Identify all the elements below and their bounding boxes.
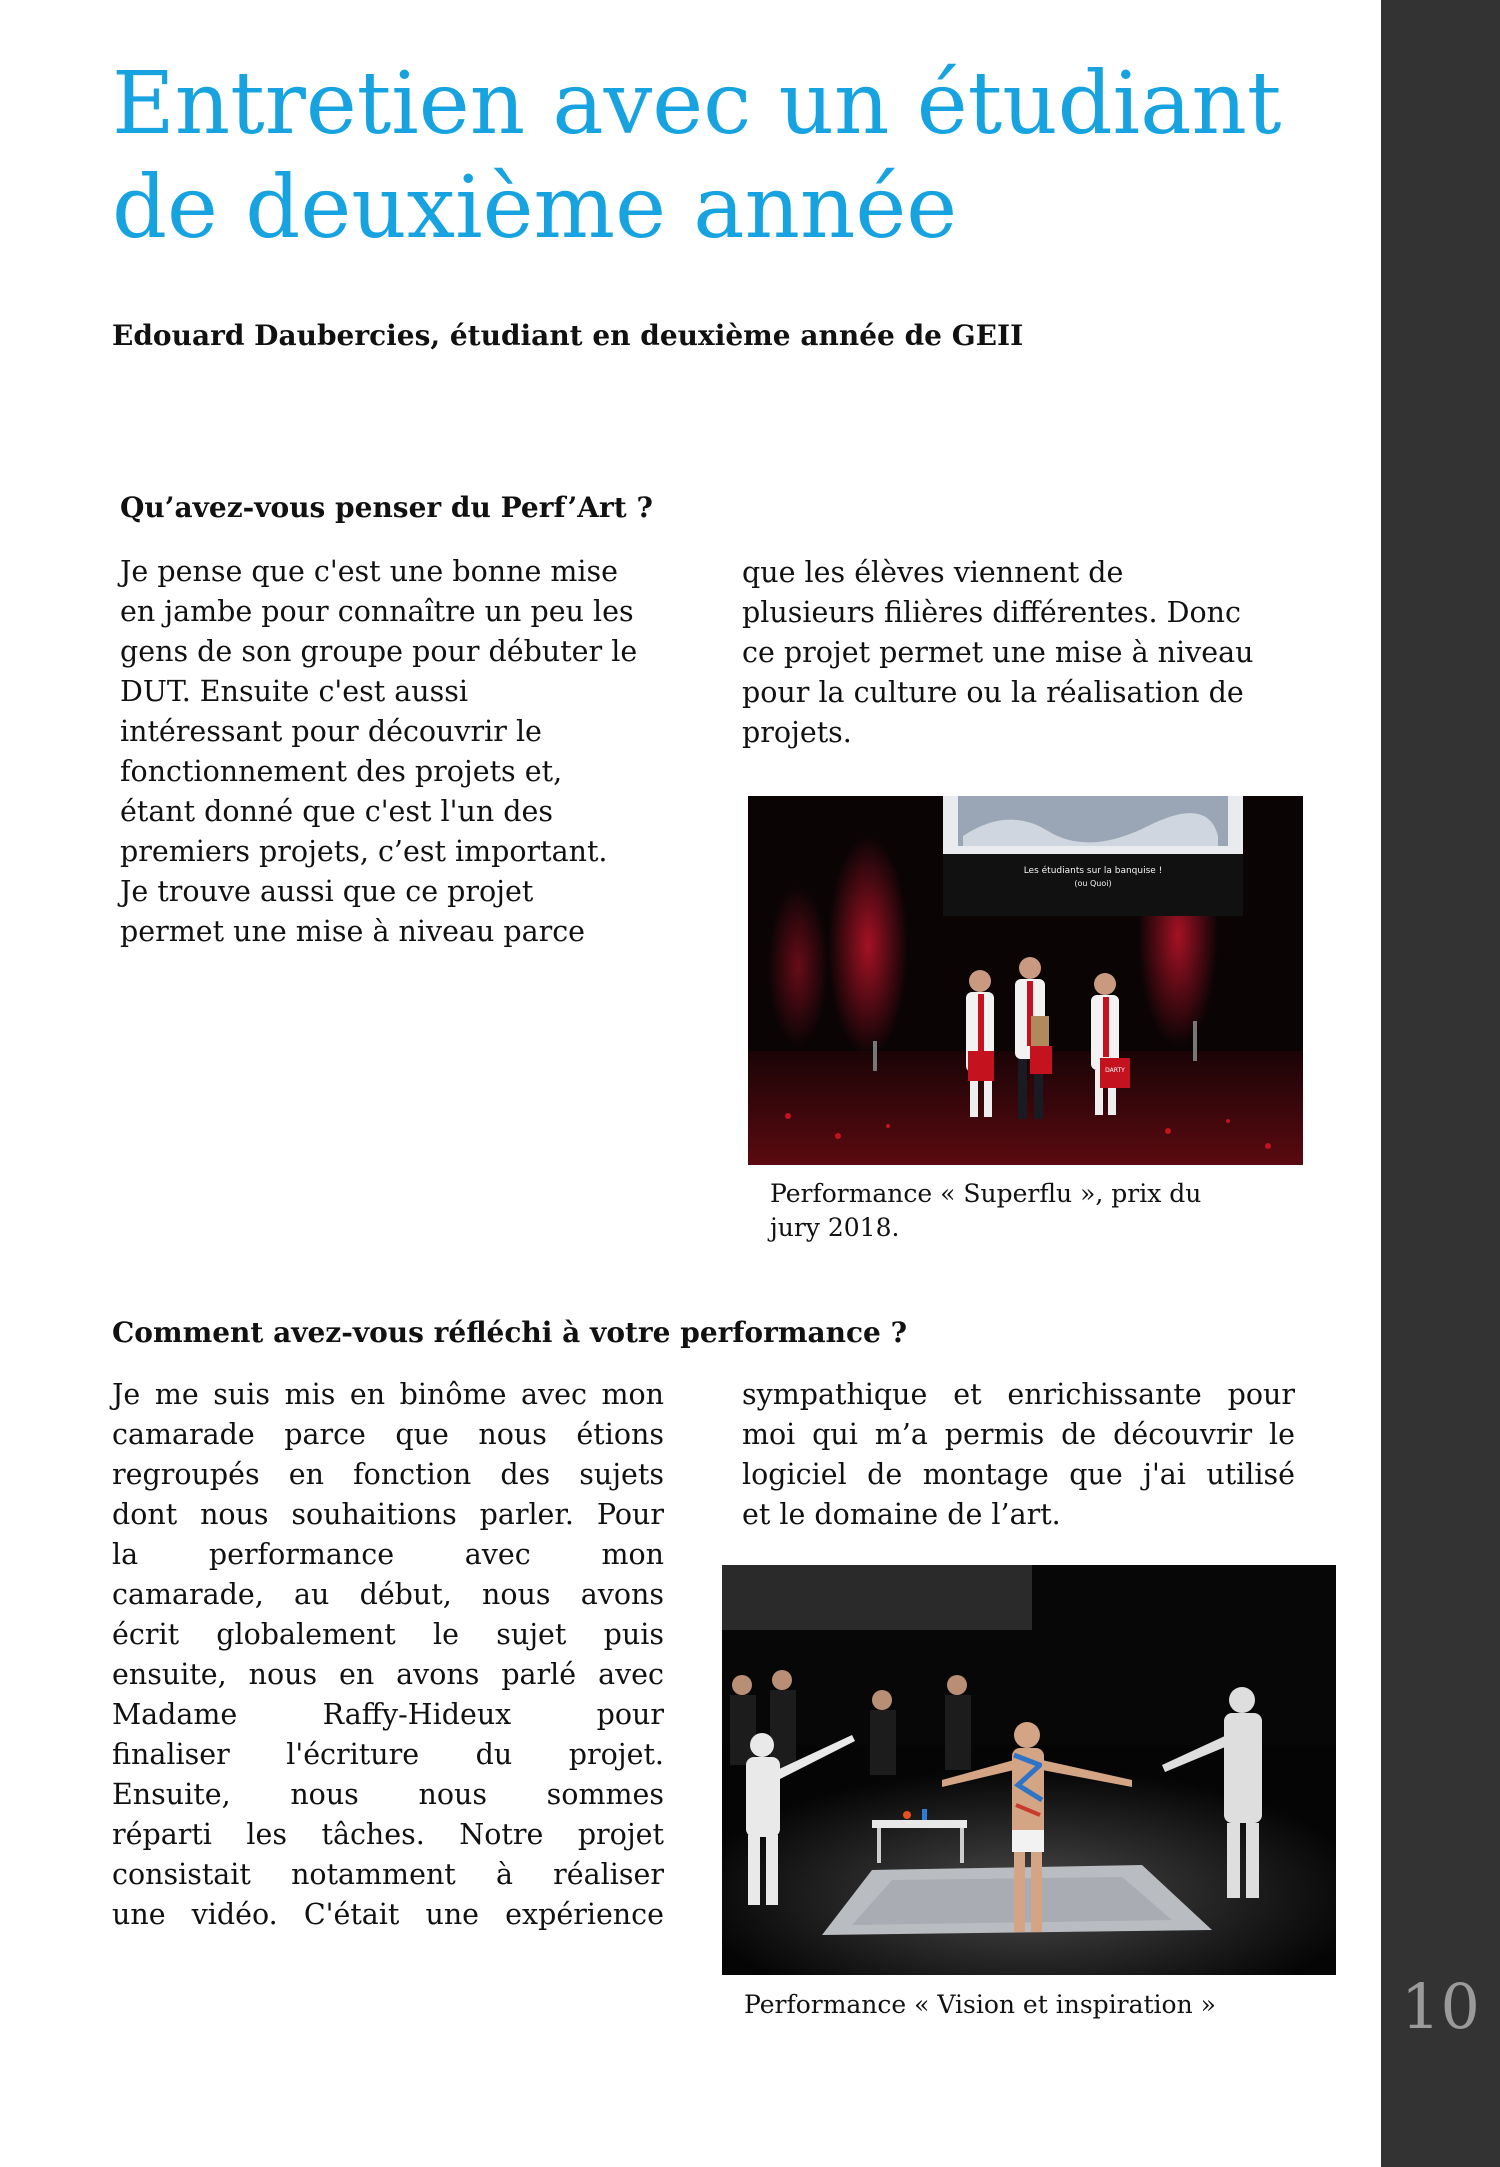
text-line: Je trouve aussi que ce projet [120, 875, 534, 908]
text-line: et le domaine de l’art. [742, 1498, 1061, 1531]
question-perfart: Qu’avez-vous penser du Perf’Art ? [120, 491, 653, 524]
text-line: finaliser l'écriture du projet. [112, 1738, 664, 1771]
text-line: en jambe pour connaître un peu les [120, 595, 634, 628]
photo-vision-inspiration-performance [722, 1565, 1336, 1975]
page-title [112, 52, 1352, 260]
text-line: dont nous souhaitions parler. Pour [112, 1498, 664, 1531]
text-line: regroupés en fonction des sujets [112, 1458, 664, 1491]
text-line: permet une mise à niveau parce [120, 915, 586, 948]
text-line: camarade, au début, nous avons [112, 1578, 664, 1611]
text-line: écrit globalement le sujet puis [112, 1618, 664, 1651]
screen-text: Les étudiants sur la banquise ! [1023, 866, 1163, 876]
caption-line: Performance « Superflu », prix du [770, 1179, 1202, 1208]
text-line: logiciel de montage que j'ai utilisé [742, 1458, 1295, 1491]
text-line: Je pense que c'est une bonne mise [120, 555, 618, 588]
text-line: gens de son groupe pour débuter le [120, 635, 638, 668]
text-line: camarade parce que nous étions [112, 1418, 664, 1451]
photo-superflu-performance [748, 796, 1303, 1165]
text-line: DUT. Ensuite c'est aussi [120, 675, 468, 708]
text-line: que les élèves viennent de [742, 556, 1124, 589]
bag-label: DARTY [1105, 1067, 1125, 1074]
text-line: pour la culture ou la réalisation de [742, 676, 1244, 709]
text-line: fonctionnement des projets et, [120, 755, 563, 788]
text-line: étant donné que c'est l'un des [120, 795, 553, 828]
text-line: réparti les tâches. Notre projet [112, 1818, 664, 1851]
text-line: ensuite, nous en avons parlé avec [112, 1658, 664, 1691]
caption-line: jury 2018. [770, 1213, 900, 1242]
page-title-line-1: Entretien avec un étudiant [112, 54, 1282, 154]
answer-perfart-column-1 [120, 552, 680, 952]
page-sidebar [1381, 0, 1500, 2167]
text-line: intéressant pour découvrir le [120, 715, 542, 748]
photo-caption-superflu [770, 1177, 1290, 1245]
text-line: ce projet permet une mise à niveau [742, 636, 1254, 669]
text-line: une vidéo. C'était une expérience [112, 1898, 664, 1931]
text-line: sympathique et enrichissante pour [742, 1378, 1295, 1411]
question-performance: Comment avez-vous réfléchi à votre performance ? [112, 1316, 908, 1349]
photo-caption-vision-inspiration: Performance « Vision et inspiration » [744, 1990, 1216, 2019]
interviewee-subtitle: Edouard Daubercies, étudiant en deuxième année de GEII [112, 319, 1024, 352]
text-line: Je me suis mis en binôme avec mon [112, 1378, 664, 1411]
text-line: Ensuite, nous nous sommes [112, 1778, 664, 1811]
text-line: Madame Raffy-Hideux pour [112, 1698, 664, 1731]
answer-performance-column-1 [112, 1375, 664, 1935]
text-line: premiers projets, c’est important. [120, 835, 608, 868]
text-line: consistait notamment à réaliser [112, 1858, 664, 1891]
text-line: plusieurs filières différentes. Donc [742, 596, 1241, 629]
page-title-line-2: de deuxième année [112, 158, 958, 258]
text-line: la performance avec mon [112, 1538, 664, 1571]
answer-perfart-column-2 [742, 553, 1302, 753]
text-line: moi qui m’a permis de découvrir le [742, 1418, 1295, 1451]
answer-performance-column-2 [742, 1375, 1295, 1535]
screen-subtext: (ou Quoi) [1074, 879, 1112, 888]
page-number: 10 [1401, 1970, 1480, 2043]
text-line: projets. [742, 716, 852, 749]
